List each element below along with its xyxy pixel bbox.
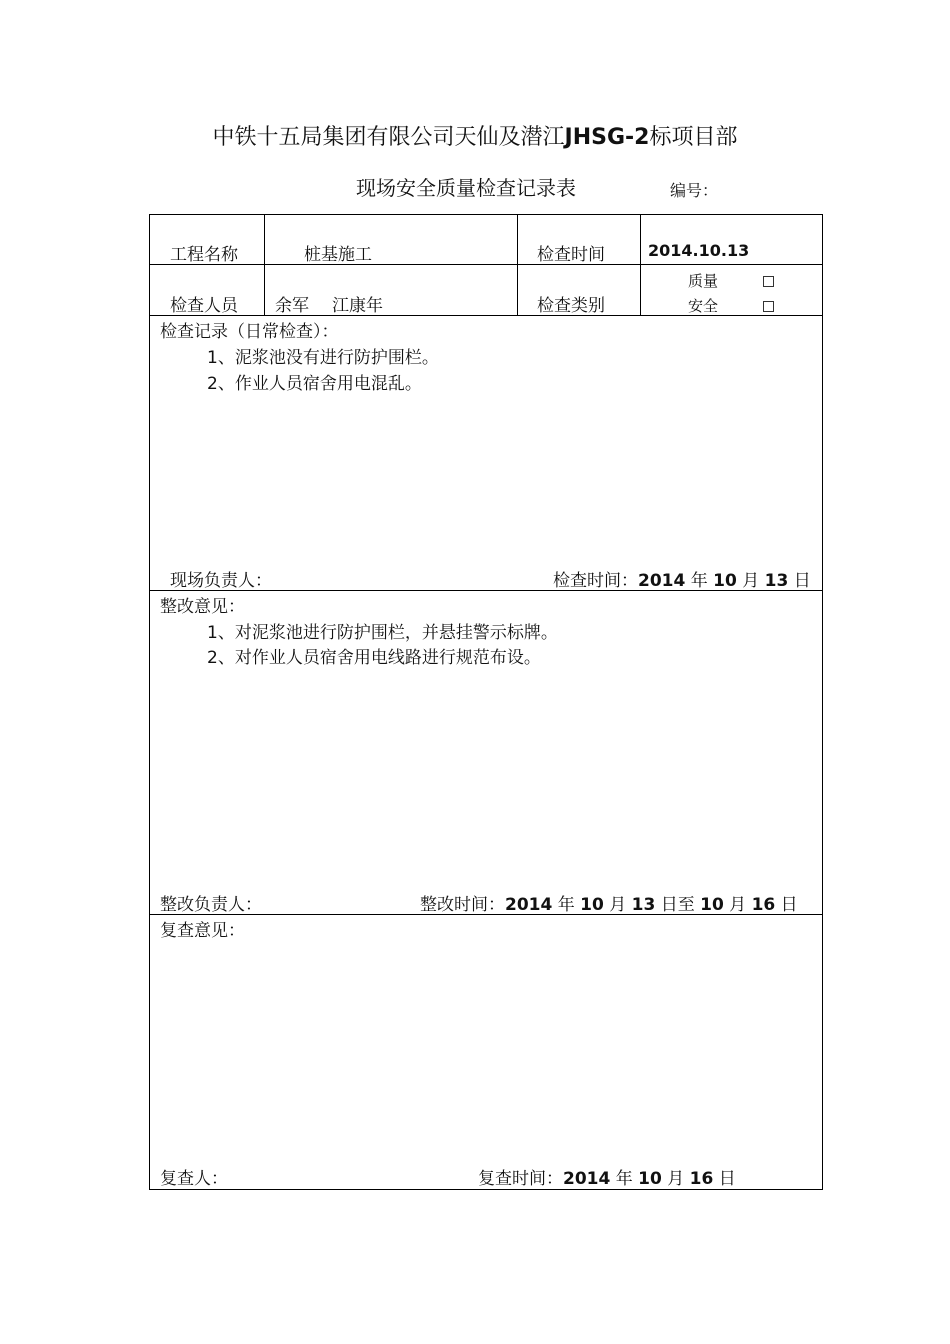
- rectify-date: 整改时间：2014 年 10 月 13 日至 10 月 16 日: [420, 895, 798, 915]
- document-title: 中铁十五局集团有限公司天仙及潜江JHSG-2标项目部: [212, 125, 738, 150]
- review-heading: 复查意见：: [160, 921, 245, 941]
- rectify-responsible-label: 整改负责人：: [160, 895, 262, 915]
- inspect-time-label: 检查时间: [537, 245, 605, 265]
- serial-label: 编号：: [670, 181, 719, 200]
- review-date: 复查时间：2014 年 10 月 16 日: [478, 1169, 736, 1189]
- record-date: 检查时间：2014 年 10 月 13 日: [553, 571, 811, 591]
- record-item: 2、作业人员宿舍用电混乱。: [207, 374, 422, 394]
- inspect-type-label: 检查类别: [537, 296, 605, 316]
- record-item: 1、泥浆池没有进行防护围栏。: [207, 348, 439, 368]
- rectify-item: 2、对作业人员宿舍用电线路进行规范布设。: [207, 648, 541, 668]
- reviewer-label: 复查人：: [160, 1169, 228, 1189]
- project-name-value: 桩基施工: [304, 245, 372, 265]
- form-title: 现场安全质量检查记录表: [356, 176, 576, 200]
- record-heading: 检查记录（日常检查）：: [160, 322, 339, 342]
- inspect-time-value: 2014.10.13: [648, 241, 750, 260]
- inspectors-label: 检查人员: [170, 296, 238, 316]
- title-code: JHSG-2: [564, 125, 650, 150]
- quality-checkbox[interactable]: [763, 276, 774, 287]
- safety-checkbox[interactable]: [763, 301, 774, 312]
- type-quality-label: 质量: [688, 272, 719, 290]
- rectify-item: 1、对泥浆池进行防护围栏，并悬挂警示标牌。: [207, 623, 558, 643]
- inspector-name: 余军: [275, 296, 309, 316]
- type-safety-label: 安全: [688, 297, 719, 315]
- rectify-heading: 整改意见：: [160, 597, 245, 617]
- project-name-label: 工程名称: [170, 245, 238, 265]
- site-responsible-label: 现场负责人：: [170, 571, 272, 591]
- inspector-name: 江康年: [332, 296, 383, 316]
